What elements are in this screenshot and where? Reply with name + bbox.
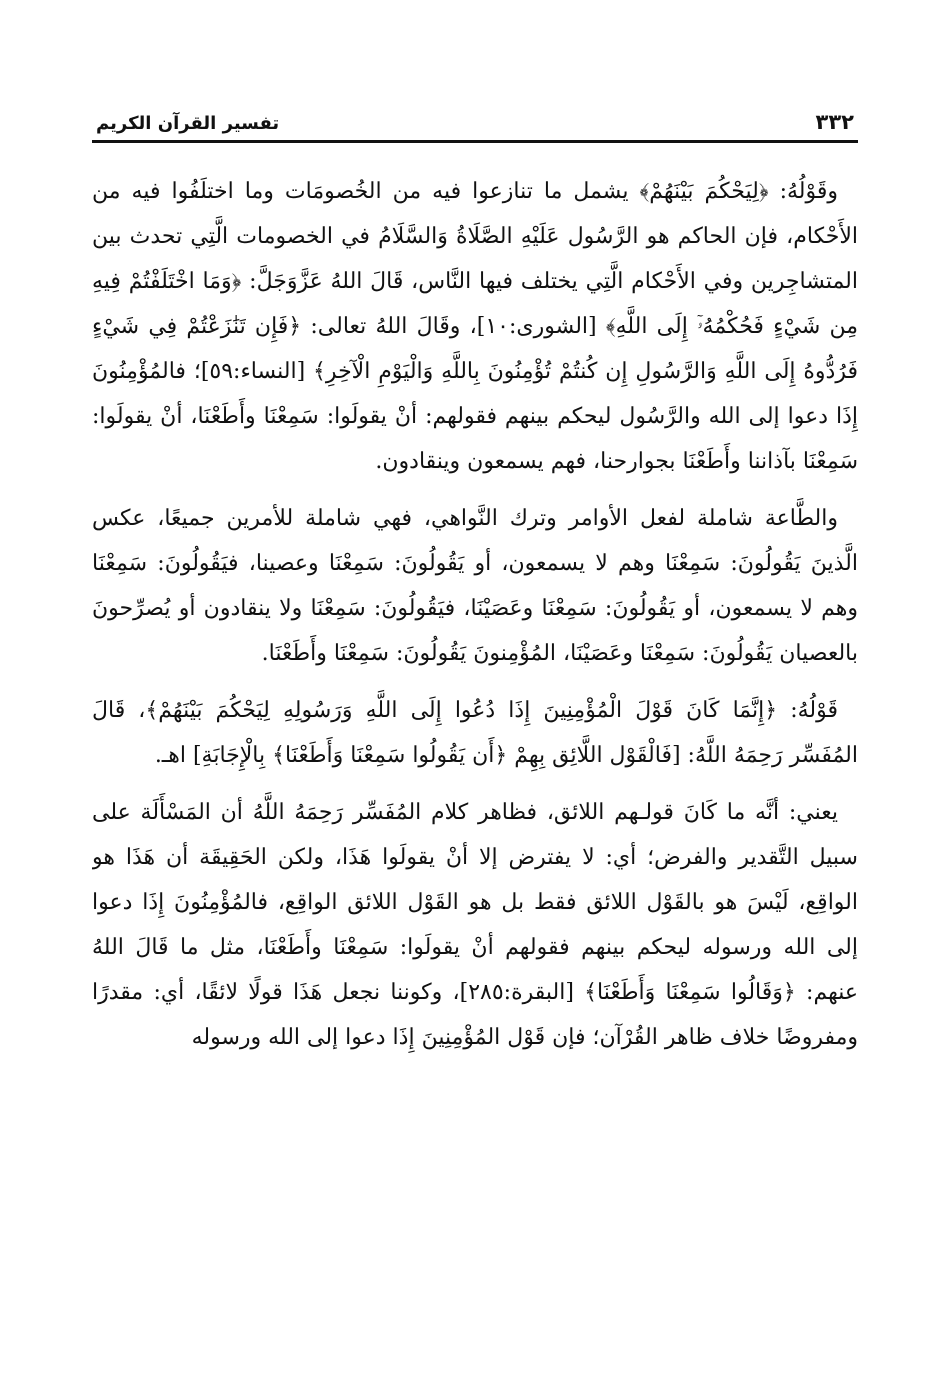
page-number: ٣٣٢ — [815, 110, 854, 134]
paragraph-4: يعني: أنَّه ما كَانَ قولـهم اللائق، فظاهر كلام المُفَسِّر رَحِمَهُ اللَّهُ أن المَسْأَلَة على سبيل التَّقدير والفرض؛ أي: لا يفترض إلا أنْ يقولَوا هَذَا، ولكن الحَقِيقَة أن هَذَا هو الواقِع، لَيْسَ هو بالقَوْل اللائق فقط بل هو القَوْل اللائق الواقِع، فالمُؤْمِنُونَ إِذَا دعوا إلى الله ورسوله ليحكم بينهم فقولهم أنْ يقولَوا: سَمِعْنَا وأَطَعْنَا، مثل ما قَالَ اللهُ عنهم: ﴿وَقَالُوا سَمِعْنَا وَأَطَعْنَا﴾ [البقرة:٢٨٥]، وكوننا نجعل هَذَا قولًا لائقًا، أي: مقدرًا ومفروضًا خلاف ظاهر القُرْآن؛ فإن قَوْل المُؤْمِنِينَ إِذَا دعوا إلى الله ورسوله — [92, 800, 858, 1050]
paragraph-3: قَوْلُهُ: ﴿إِنَّمَا كَانَ قَوْلَ الْمُؤْمِنِينَ إِذَا دُعُوا إِلَى اللَّهِ وَرَسُولِهِ لِيَحْكُمَ بَيْنَهُمْ﴾، قَالَ المُفَسِّر رَحِمَهُ اللَّهُ: [فَالْقَوْل اللَّائِق بِهِمْ ﴿أَن يَقُولُوا سَمِعْنَا وَأَطَعْنَا﴾ بِالْإِجَابَةِ] اهـ. — [92, 698, 858, 768]
paragraph-2: والطَّاعة شاملة لفعل الأوامر وترك النَّواهي، فهي شاملة للأمرين جميعًا، عكس الَّذينَ يَقُولُونَ: سَمِعْنَا وهم لا يسمعون، أو يَقُولُونَ: سَمِعْنَا وعصينا، فيَقُولُونَ: سَمِعْنَا وهم لا يسمعون، أو يَقُولُونَ: سَمِعْنَا وعَصَيْنَا، فيَقُولُونَ: سَمِعْنَا ولا ينقادون أو يُصرِّحونَ بالعصيان يَقُولُونَ: سَمِعْنَا وعَصَيْنَا، المُؤْمِنونَ يَقُولُونَ: سَمِعْنَا وأَطَعْنَا. — [92, 506, 858, 666]
running-title: تفسير القرآن الكريم — [96, 113, 280, 134]
paragraph-1: وقَوْلُهُ: ﴿لِيَحْكُمَ بَيْنَهُمْ﴾ يشمل ما تنازعوا فيه من الخُصومَات وما اختلَفُوا فيه من الأَحْكام، فإن الحاكم هو الرَّسُول عَلَيْهِ الصَّلَاةُ وَالسَّلَامُ في الخصومات الَّتِي تحدث بين المتشاجِرين وفي الأَحْكام الَّتِي يختلف فيها النَّاس، قَالَ اللهُ عَزَّوَجَلَّ: ﴿وَمَا اخْتَلَفْتُمْ فِيهِ مِن شَيْءٍ فَحُكْمُهُۥٓ إِلَى اللَّهِ﴾ [الشورى:١٠]، وقَالَ اللهُ تعالى: ﴿فَإِن تَنَٰزَعْتُمْ فِي شَيْءٍ فَرُدُّوهُ إِلَى اللَّهِ وَالرَّسُولِ إِن كُنتُمْ تُؤْمِنُونَ بِاللَّهِ وَالْيَوْمِ الْآخِرِ﴾ [النساء:٥٩]؛ فالمُؤْمِنُونَ إِذَا دعوا إلى الله والرَّسُول ليحكم بينهم فقولهم: أنْ يقولَوا: سَمِعْنَا وأَطَعْنَا، أنْ يقولَوا: سَمِعْنَا بآذاننا وأَطَعْنَا بجوارحنا، فهم يسمعون وينقادون. — [92, 179, 858, 474]
header-rule — [92, 140, 858, 143]
page-header — [92, 100, 858, 140]
book-page — [92, 100, 858, 1340]
